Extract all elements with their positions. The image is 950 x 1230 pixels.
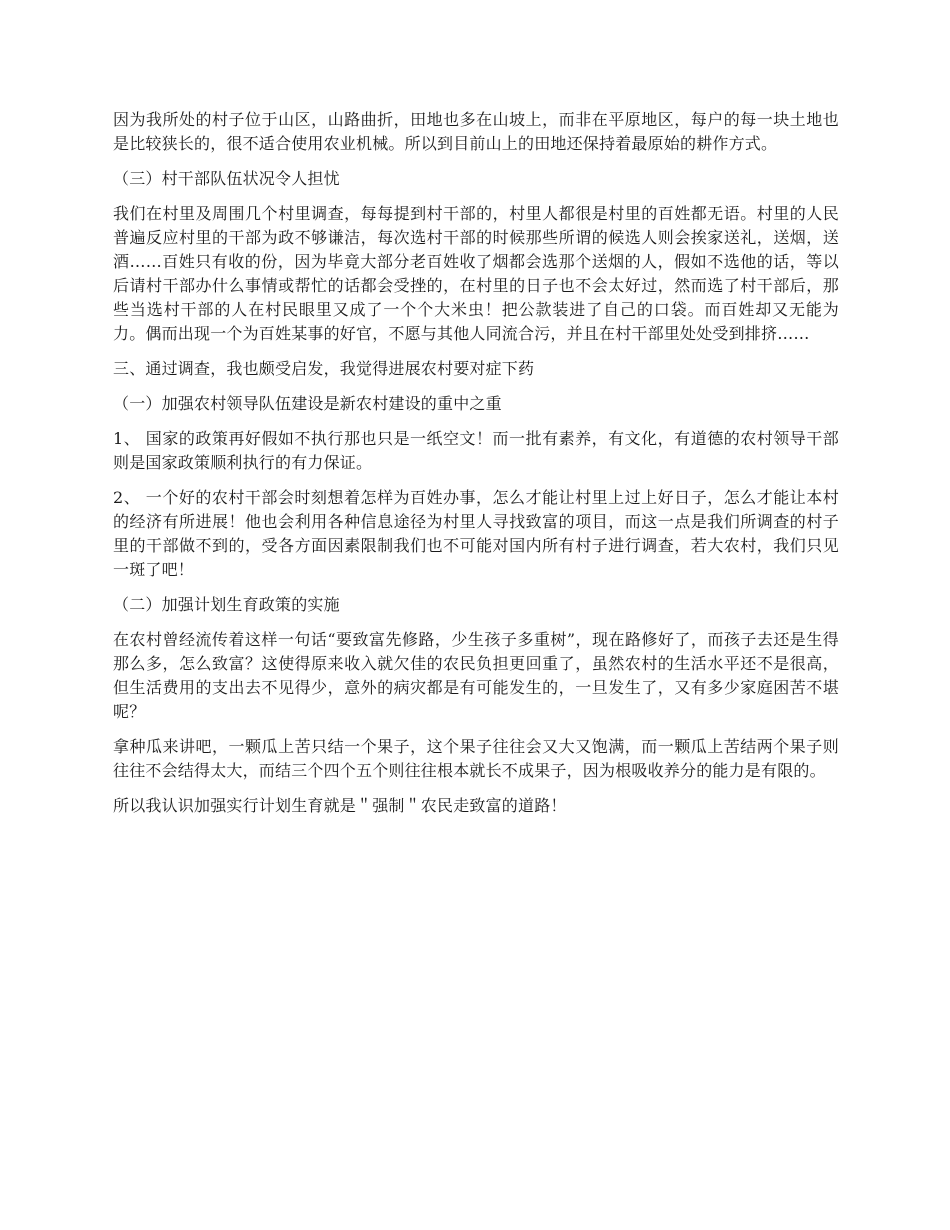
heading-subsection-2: （二）加强计划生育政策的实施 (113, 595, 340, 614)
paragraph-family-planning: 在农村曾经流传着这样一句话“要致富先修路，少生孩子多重树”，现在路修好了，而孩子去还是生得那么多，怎么致富？这使得原来收入就欠佳的农民负担更回重了，虽然农村的生活水平还不是很高，但生活费用的支出去不见得少，意外的病灾都是有可能发生的，一旦发生了，又有多少家庭困苦不堪呢？ (113, 630, 839, 721)
paragraph-terrain: 因为我所处的村子位于山区，山路曲折，田地也多在山坡上，而非在平原地区，每户的每一块土地也是比较狭长的，很不适合使用农业机械。所以到目前山上的田地还保持着最原始的耕作方式。 (113, 110, 839, 153)
paragraph-point-2: 2、 一个好的农村干部会时刻想着怎样为百姓办事，怎么才能让村里上过上好日子，怎么才能让本村的经济有所进展！他也会利用各种信息途径为村里人寻找致富的项目，而这一点是我们所调查的村子里的干部做不到的，受各方面因素限制我们也不可能对国内所有村子进行调查，若大农村，我们只见一斑了吧！ (113, 488, 839, 579)
heading-subsection-1: （一）加强农村领导队伍建设是新农村建设的重中之重 (113, 394, 502, 413)
heading-part-3: 三、通过调查，我也颇受启发，我觉得进展农村要对症下药 (113, 359, 535, 378)
paragraph-point-1: 1、 国家的政策再好假如不执行那也只是一纸空文！而一批有素养，有文化，有道德的农村领导干部则是国家政策顺利执行的有力保证。 (113, 429, 839, 472)
paragraph-village-cadres: 我们在村里及周围几个村里调查，每每提到村干部的，村里人都很是村里的百姓都无语。村里的人民普遍反应村里的干部为政不够谦洁，每次选村干部的时候那些所谓的候选人则会挨家送礼，送烟，送酒……百姓只有收的份，因为毕竟大部分老百姓收了烟都会选那个送烟的人，假如不选他的话，等以后请村干部办什么事情或帮忙的话都会受挫的，在村里的日子也不会太好过，然而选了村干部后，那些当选村干部的人在村民眼里又成了一个个大米虫！把公款装进了自己的口袋。而百姓却又无能为力。偶而出现一个为百姓某事的好官，不愿与其他人同流合污，并且在村干部里处处受到排挤…… (113, 204, 839, 343)
heading-section-3: （三）村干部队伍状况令人担忧 (113, 169, 340, 188)
document-page (113, 108, 839, 829)
paragraph-melon-analogy: 拿种瓜来讲吧，一颗瓜上苦只结一个果子，这个果子往往会又大又饱满，而一颗瓜上苦结两个果子则往往不会结得太大，而结三个四个五个则往往根本就长不成果子，因为根吸收养分的能力是有限的。 (113, 737, 839, 780)
paragraph-conclusion: 所以我认识加强实行计划生育就是＂强制＂农民走致富的道路！ (113, 796, 567, 815)
